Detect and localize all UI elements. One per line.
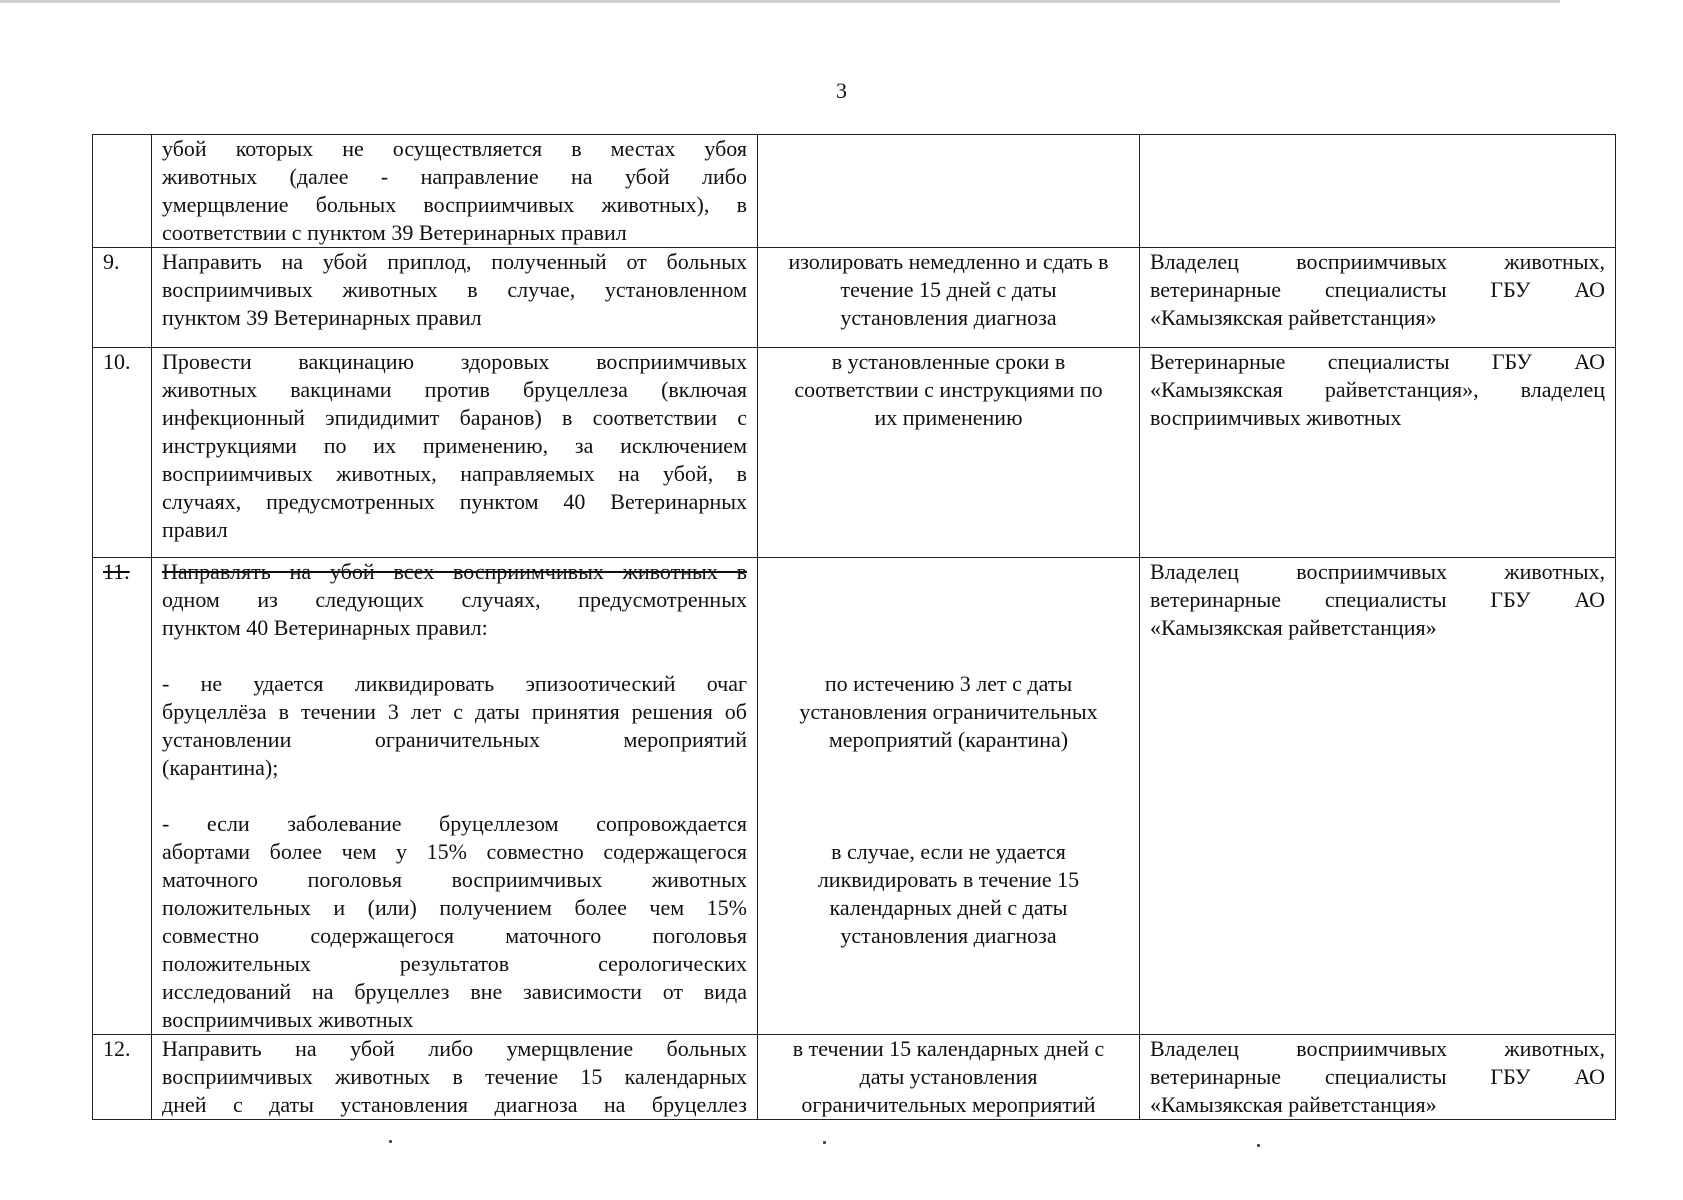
action-line: восприимчивых животных в течение 15 календарных xyxy=(162,1064,747,1089)
action-line: одном из следующих случаях, предусмотренных xyxy=(162,587,747,612)
action-line: восприимчивых животных, направляемых на убой, в xyxy=(162,461,747,486)
responsible-line: ветеринарные специалисты ГБУ АО xyxy=(1150,587,1605,612)
responsible-line: «Камызякская райветстанция» xyxy=(1150,1092,1437,1117)
responsible-cell xyxy=(1140,558,1616,1035)
responsible-line: «Камызякская райветстанция», владелец xyxy=(1150,377,1605,402)
responsible-line: ветеринарные специалисты ГБУ АО xyxy=(1150,277,1605,302)
action-line-struck: Направлять на убой всех восприимчивых животных в xyxy=(162,559,747,584)
action-cell xyxy=(152,558,758,1035)
term-cell xyxy=(758,1035,1140,1120)
measures-table xyxy=(92,134,1616,1120)
responsible-cell xyxy=(1140,348,1616,558)
action-cell xyxy=(152,348,758,558)
scan-speck xyxy=(1257,1144,1260,1147)
term-line: установления ограничительных xyxy=(799,699,1098,724)
table-row-11 xyxy=(93,558,1616,1035)
case-two-line: положительных и (или) получением более чем 15% xyxy=(162,895,747,920)
term-cell xyxy=(758,248,1140,348)
action-line: дней с даты установления диагноза на бруцеллез xyxy=(162,1092,747,1117)
action-line: восприимчивых животных в случае, установленном xyxy=(162,277,747,302)
case-two-line: совместно содержащегося маточного поголовья xyxy=(162,923,747,948)
action-line: животных вакцинами против бруцеллеза (включая xyxy=(162,377,747,402)
action-line: убой которых не осуществляется в местах убоя xyxy=(162,136,747,161)
row-number: 10. xyxy=(93,348,152,558)
case-two-line: положительных результатов серологических xyxy=(162,951,747,976)
responsible-line: Владелец восприимчивых животных, xyxy=(1150,1036,1605,1061)
term-cell xyxy=(758,135,1140,248)
term-line: их применению xyxy=(874,405,1023,430)
action-line: соответствии с пунктом 39 Ветеринарных правил xyxy=(162,220,627,245)
responsible-line: «Камызякская райветстанция» xyxy=(1150,305,1437,330)
term-cell xyxy=(758,558,1140,1035)
action-line: инструкциями по их применению, за исключением xyxy=(162,433,747,458)
scan-edge xyxy=(0,0,1560,3)
responsible-line: ветеринарные специалисты ГБУ АО xyxy=(1150,1064,1605,1089)
term-line: в случае, если не удается xyxy=(831,839,1066,864)
case-one-line: (карантина); xyxy=(162,755,279,780)
term-line: изолировать немедленно и сдать в xyxy=(788,249,1109,274)
action-line: правил xyxy=(162,517,228,542)
row-number-struck: 11. xyxy=(103,559,130,584)
term-line: в течении 15 календарных дней с xyxy=(792,1036,1105,1061)
term-cell xyxy=(758,348,1140,558)
responsible-line: Владелец восприимчивых животных, xyxy=(1150,559,1605,584)
case-two-line: восприимчивых животных xyxy=(162,1007,414,1032)
row-number xyxy=(93,558,152,1035)
term-line: календарных дней с даты xyxy=(829,895,1068,920)
case-one-line: - не удается ликвидировать эпизоотический очаг xyxy=(162,671,747,696)
term-line: мероприятий (карантина) xyxy=(828,727,1069,752)
action-line: инфекционный эпидидимит баранов) в соответствии с xyxy=(162,405,747,430)
case-one-line: установлении ограничительных мероприятий xyxy=(162,727,747,752)
case-two-line: исследований на бруцеллез вне зависимости от вида xyxy=(162,979,747,1004)
row-number-cell xyxy=(93,135,152,248)
case-two-line: - если заболевание бруцеллезом сопровождается xyxy=(162,811,747,836)
term-line: ограничительных мероприятий xyxy=(801,1092,1096,1117)
table-row-continuation xyxy=(93,135,1616,248)
scan-speck xyxy=(823,1141,826,1144)
term-line: по истечению 3 лет с даты xyxy=(824,671,1073,696)
row-number: 12. xyxy=(93,1035,152,1120)
action-line: животных (далее - направление на убой либо xyxy=(162,164,747,189)
action-cell xyxy=(152,248,758,348)
action-cell xyxy=(152,135,758,248)
action-line: случаях, предусмотренных пунктом 40 Ветеринарных xyxy=(162,489,747,514)
table-row-12 xyxy=(93,1035,1616,1120)
responsible-cell xyxy=(1140,248,1616,348)
action-line: Направить на убой либо умерщвление больных xyxy=(162,1036,747,1061)
case-two-line: маточного поголовья восприимчивых животных xyxy=(162,867,747,892)
responsible-line: «Камызякская райветстанция» xyxy=(1150,615,1437,640)
term-line: установления диагноза xyxy=(840,305,1057,330)
responsible-cell xyxy=(1140,1035,1616,1120)
term-line: ликвидировать в течение 15 xyxy=(817,867,1080,892)
case-two-line: абортами более чем у 15% совместно содержащегося xyxy=(162,839,747,864)
action-line: пунктом 40 Ветеринарных правил: xyxy=(162,615,488,640)
action-line: умерщвление больных восприимчивых животных), в xyxy=(162,192,747,217)
responsible-line: Владелец восприимчивых животных, xyxy=(1150,249,1605,274)
scan-speck xyxy=(389,1140,392,1143)
table-row-9 xyxy=(93,248,1616,348)
action-line: Направить на убой приплод, полученный от больных xyxy=(162,249,747,274)
term-line: в установленные сроки в xyxy=(831,349,1066,374)
table-row-10 xyxy=(93,348,1616,558)
row-number: 9. xyxy=(93,248,152,348)
action-line: пунктом 39 Ветеринарных правил xyxy=(162,305,482,330)
responsible-cell xyxy=(1140,135,1616,248)
term-line: установления диагноза xyxy=(840,923,1057,948)
term-line: даты установления xyxy=(859,1064,1038,1089)
term-line: течение 15 дней с даты xyxy=(840,277,1057,302)
page-number: 3 xyxy=(836,78,847,103)
case-one-line: бруцеллёза в течении 3 лет с даты принятия решения об xyxy=(162,699,747,724)
responsible-line: Ветеринарные специалисты ГБУ АО xyxy=(1150,349,1605,374)
responsible-line: восприимчивых животных xyxy=(1150,405,1402,430)
action-cell xyxy=(152,1035,758,1120)
action-line: Провести вакцинацию здоровых восприимчивых xyxy=(162,349,747,374)
term-line: соответствии с инструкциями по xyxy=(794,377,1103,402)
